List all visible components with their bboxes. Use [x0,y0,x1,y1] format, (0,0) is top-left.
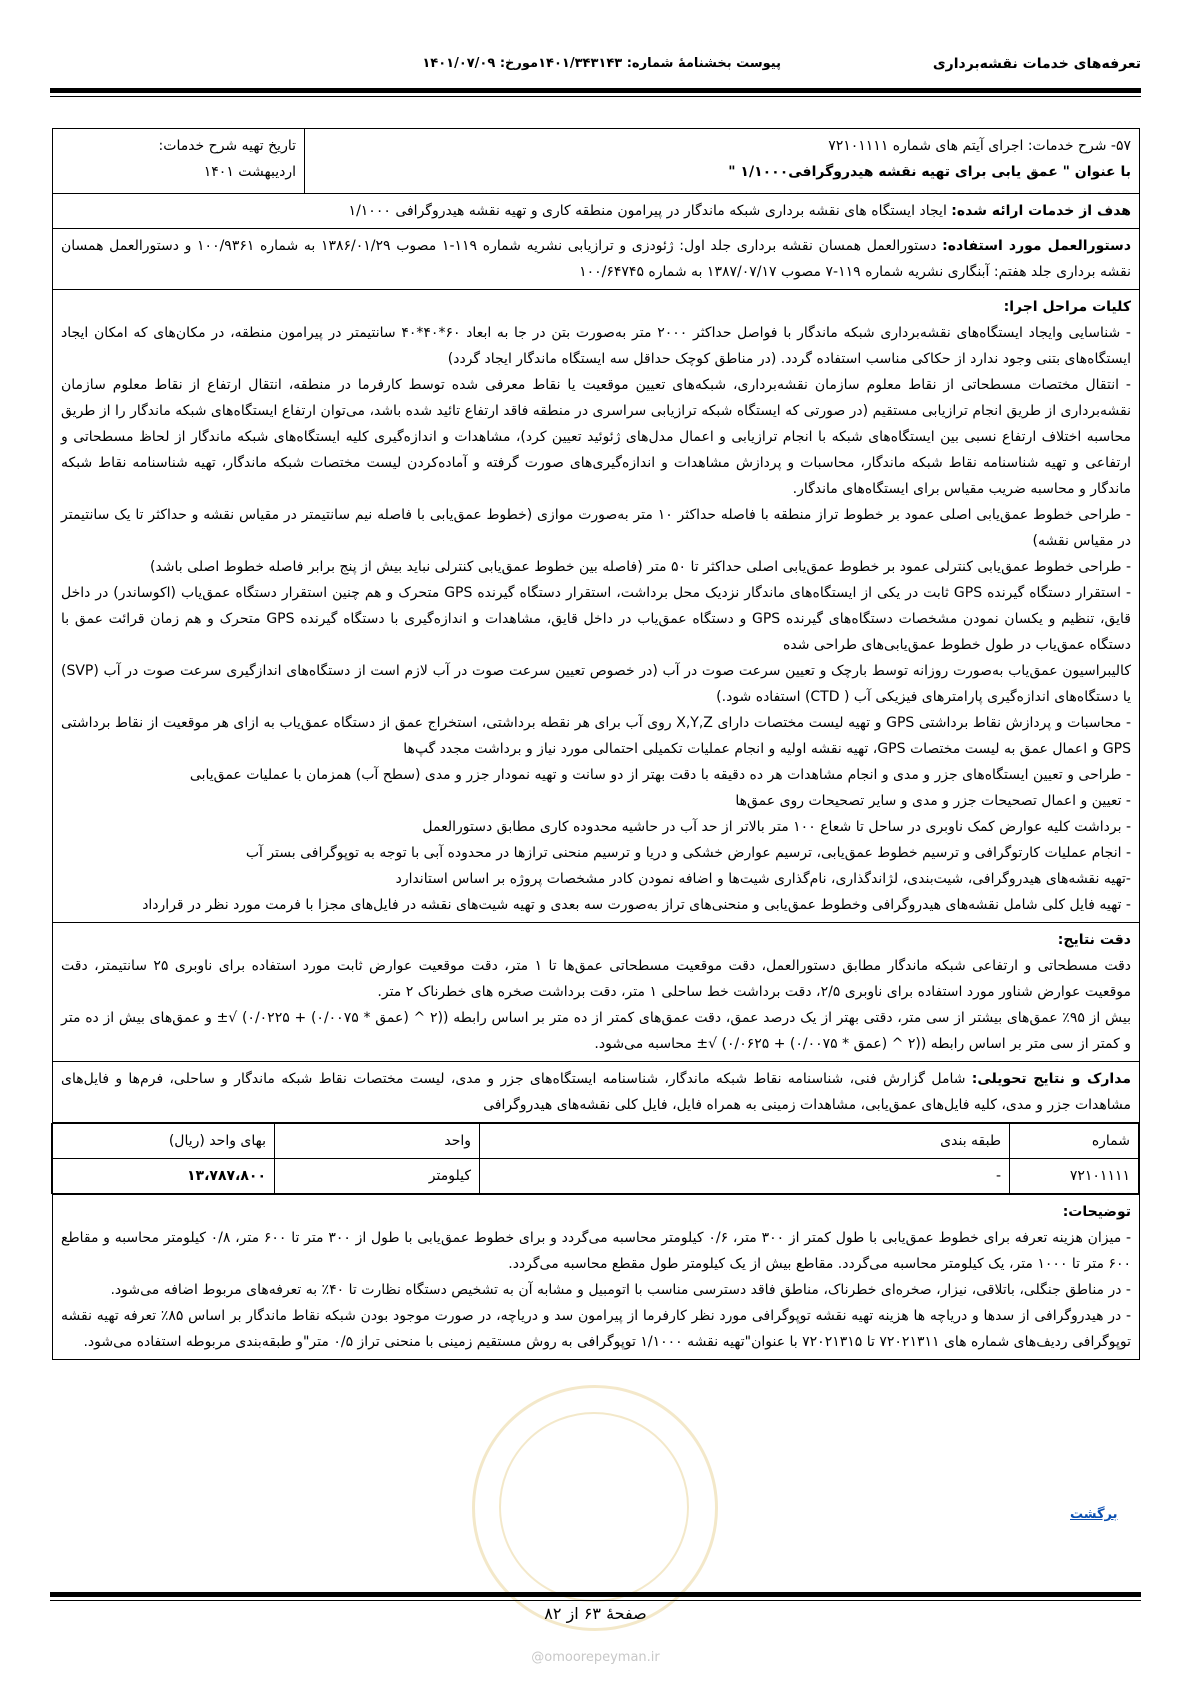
standard-label: دستورالعمل مورد استفاده: [942,238,1132,254]
service-title-line2: با عنوان " عمق یابی برای تهیه نقشه هیدروگرافی۱/۱۰۰۰ " [728,164,1131,180]
service-table [52,128,1140,1360]
step-item: - شناسایی وایجاد ایستگاه‌های نقشه‌برداری شبکه ماندگار با فواصل حداکثر ۲۰۰۰ متر به‌صورت بتن در جا به ابعاد ۶۰*۴۰*۴۰ سانتیمتر در پیرامون منطقه، در مکان‌های که امکان ایجاد ایستگاه‌های بتنی وجود ندارد از حکاکی مناسب استفاده گردد. (در مناطق کوچک حداقل سه ایستگاه ماندگار ایجاد گردد) [61,325,1131,367]
notes-row [53,1195,1140,1360]
back-link[interactable]: برگشت [1070,1507,1118,1522]
service-title-line1: ۵۷- شرح خدمات: اجرای آیتم های شماره ۷۲۱۰۱۱۱۱ [828,138,1131,154]
accuracy-p1: دقت مسطحاتی و ارتفاعی شبکه ماندگار مطابق دستورالعمل، دقت موقعیت مسطحاتی عمق‌ها تا ۱ متر، دقت موقعیت عوارض ثابت مورد استفاده برای ناوبری ۲۵ سانتیمتر، دقت موقعیت عوارض شناور مورد استفاده برای ناوبری ۲/۵، دقت برداشت خط ساحلی ۱ متر، دقت برداشت صخره های خطرناک ۲ متر. [61,958,1132,1000]
accuracy-p2: بیش از ۹۵٪ عمق‌های بیشتر از سی متر، دقتی بهتر از یک درصد عمق، دقت عمق‌های کمتر از ده متر بر اساس رابطه ((۲ ^ (عمق * ۰/۰۰۷۵) + ۰/۰۲۲۵) √± و عمق‌های بیش از ده متر و کمتر از سی متر بر اساس رابطه ((۲ ^ (عمق * ۰/۰۰۷۵) + ۰/۰۶۲۵) √± محاسبه می‌شود. [61,1010,1131,1052]
price-category: - [480,1159,1010,1194]
steps-row [53,290,1140,923]
step-item: - طراحی خطوط عمق‌یابی کنترلی عمود بر خطوط عمق‌یابی اصلی حداکثر تا ۵۰ متر (فاصله بین خطوط عمق‌یابی کنترلی نباید بیش از پنج برابر فاصله خطوط اصلی باشد) [150,559,1131,575]
notes-label: توضیحات: [1062,1204,1131,1220]
accuracy-row [53,923,1140,1062]
deliverables-label: مدارک و نتایج تحویلی: [971,1071,1131,1087]
price-header-unit: واحد [275,1124,480,1159]
goal-label: هدف از خدمات ارائه شده: [951,203,1131,219]
note-item: - در هیدروگرافی از سدها و دریاچه ها هزینه تهیه نقشه توپوگرافی مورد نظر کارفرما از پیرامون سد و دریاچه، در صورت موجود بودن شبکه نقاط ماندگار بر اساس ۸۵٪ تعرفه تهیه نقشه توپوگرافی ردیف‌های شماره های ۷۲۰۲۱۳۱۱ تا ۷۲۰۲۱۳۱۵ با عنوان"تهیه نقشه ۱/۱۰۰۰ توپوگرافی به روش مستقیم زمینی با منحنی تراز ۰/۵ متر"و طبقه‌بندی مربوطه استفاده می‌شود. [61,1308,1132,1350]
price-data-row [52,1159,1139,1194]
deliverables-row [53,1062,1140,1123]
page-header [50,52,1141,76]
accuracy-label: دقت نتایج: [1057,932,1131,948]
step-item: - طراحی و تعیین ایستگاه‌های جزر و مدی و انجام مشاهدات هر ده دقیقه با دقت بهتر از دو سانت و تهیه نمودار جزر و مدی (سطح آب) همزمان با عملیات عمق‌یابی [189,767,1131,783]
price-header-row [52,1124,1139,1159]
standard-row [53,229,1140,290]
header-rule-thick [50,88,1141,93]
footer-rule-thick [50,1592,1141,1597]
goal-text: ایجاد ایستگاه های نقشه برداری شبکه ماندگار در پیرامون منطقه کاری و تهیه نقشه هیدروگرافی ۱/۱۰۰۰ [348,203,952,219]
header-circular: پیوست بخشنامهٔ شماره: ۱۴۰۱/۳۴۳۱۴۳مورخ: ۱۴۰۱/۰۷/۰۹ [422,56,781,71]
service-title-row [53,129,1140,194]
step-item: - برداشت کلیه عوارض کمک ناوبری در ساحل تا شعاع ۱۰۰ متر بالاتر از حد آب در حاشیه محدوده کاری مطابق دستورالعمل [422,819,1131,835]
step-item: -تهیه نقشه‌های هیدروگرافی، شیت‌بندی، لژاندگذاری، نام‌گذاری شیت‌ها و اضافه نمودن کادر مشخصات پروژه بر اساس استاندارد [395,871,1131,887]
note-item: - میزان هزینه تعرفه برای خطوط عمق‌یابی با طول کمتر از ۳۰۰ متر، ۰/۶ کیلومتر محاسبه می‌گردد و برای خطوط عمق‌یابی با طول از ۳۰۰ متر تا ۶۰۰ متر، ۰/۸ کیلومتر محاسبه و مقاطع ۶۰۰ متر تا ۱۰۰۰ متر، یک کیلومتر محاسبه می‌گردد. مقاطع بیش از یک کیلومتر طول مقطع محاسبه می‌گردد. [61,1230,1132,1272]
standard-text: دستورالعمل همسان نقشه برداری جلد اول: ژئودزی و ترازیابی نشریه شماره ۱۱۹-۱ مصوب ۱۳۸۶/۰۱/۲۹ به شماره ۱۰۰/۹۳۶۱ و دستورالعمل همسان نقشه برداری جلد هفتم: آبنگاری نشریه شماره ۱۱۹-۷ مصوب ۱۳۸۷/۰۷/۱۷ به شماره ۱۰۰/۶۴۷۴۵ [61,238,1131,280]
goal-row [53,194,1140,229]
price-unit: کیلومتر [275,1159,480,1194]
step-item: کالیبراسیون عمق‌یاب به‌صورت روزانه توسط بارچک و تعیین سرعت صوت در آب (در خصوص تعیین سرعت صوت در آب لازم است از دستگاه‌های اندازگیری سرعت صوت در آب (SVP) یا دستگاه‌های اندازه‌گیری پارامترهای فیزیکی آب ( CTD) استفاده شود.) [61,663,1131,705]
date-value: اردیبهشت ۱۴۰۱ [203,164,296,180]
step-item: - انجام عملیات کارتوگرافی و ترسیم خطوط عمق‌یابی، ترسیم عوارض خشکی و دریا و ترسیم منحنی ترازها در محدوده آبی با توجه به توپوگرافی بستر آب [245,845,1131,861]
price-header-category: طبقه بندی [480,1124,1010,1159]
price-value: ۱۳،۷۸۷،۸۰۰ [52,1159,275,1194]
note-item: - در مناطق جنگلی، باتلاقی، نیزار، صخره‌ای خطرناک، مناطق فاقد دسترسی مناسب با اتومبیل و مشابه آن به تشخیص دستگاه نظارت تا ۴۰٪ به تعرفه‌های مربوط اضافه می‌شود. [110,1282,1131,1298]
step-item: - انتقال مختصات مسطحاتی از نقاط معلوم سازمان نقشه‌برداری، شبکه‌های تعیین موقعیت یا نقاط معرفی شده توسط کارفرما در منطقه، انتقال ارتفاع از نقاط معلوم سازمان نقشه‌برداری از طریق انجام ترازیابی مستقیم (در صورتی که ایستگاه شبکه ترازیابی سراسری در منطقه فاقد ارتفاع تائید شده باشد، می‌توان ارتفاع ایستگاه‌های شبکه ماندگار را از طریق محاسبه اختلاف ارتفاع نسبی بین ایستگاه‌های شبکه با انجام ترازیابی و اعمال مدل‌های ژئوئید تعیین کرد)، مشاهدات و اندازه‌گیری کلیه ایستگاه‌های شبکه ماندگار از لحاظ مسطحاتی و ارتفاعی و تهیه شناسنامه نقاط شبکه ماندگار، محاسبات و پردازش مشاهدات و اندازه‌گیری‌های صورت گرفته و آماده‌کردن لیست مختصات شبکه ماندگار، تهیه شناسنامه نقاط شبکه ماندگار و محاسبه ضریب مقیاس برای ایستگاه‌های ماندگار. [61,377,1131,497]
deliverables-text: شامل گزارش فنی، شناسنامه نقاط شبکه ماندگار، شناسنامه ایستگاه‌های جزر و مدی، لیست مختصات نقاط شبکه ماندگار و ساحلی، فرم‌ها و فایل‌های مشاهدات جزر و مدی، کلیه فایل‌های عمق‌یابی، مشاهدات زمینی به همراه فایل، فایل کلی نقشه‌های هیدروگرافی [61,1071,1131,1113]
step-item: - طراحی خطوط عمق‌یابی اصلی عمود بر خطوط تراز منطقه با فاصله حداکثر ۱۰ متر به‌صورت موازی (خطوط عمق‌یابی با فاصله نیم سانتیمتر در مقیاس نقشه و حداکثر تا یک سانتیمتر در مقیاس نقشه) [61,507,1131,549]
price-number: ۷۲۱۰۱۱۱۱ [1010,1159,1139,1194]
header-title: تعرفه‌های خدمات نقشه‌برداری [932,56,1141,72]
price-row [53,1123,1140,1195]
footer-rule-thin [50,1600,1141,1601]
price-table [51,1123,1139,1194]
step-item: - تهیه فایل کلی شامل نقشه‌های هیدروگرافی وخطوط عمق‌یابی و منحنی‌های تراز به‌صورت سه بعدی و تهیه شیت‌های نقشه در فایل‌های مجزا با فرمت مورد نظر در قرارداد [142,897,1131,913]
step-item: - استقرار دستگاه گیرنده GPS ثابت در یکی از ایستگاه‌های ماندگار نزدیک محل برداشت، استقرار دستگاه گیرنده GPS متحرک و هم چنین استقرار دستگاه عمق‌یاب (اکوساندر) در داخل قایق، تنظیم و یکسان نمودن مشخصات دستگاه‌های گیرنده GPS و دستگاه عمق‌یاب در داخل قایق، مشاهدات و اندازه‌گیری با دستگاه گیرنده GPS متحرک و هم زمان قرائت عمق با دستگاه عمق‌یاب در طول خطوط عمق‌یابی‌های طراحی شده [61,585,1132,653]
step-item: - محاسبات و پردازش نقاط برداشتی GPS و تهیه لیست مختصات دارای X,Y,Z روی آب برای هر نقطه برداشتی، استخراج عمق از دستگاه عمق‌یاب به ازای هر موقعیت از نقاط برداشتی GPS و اعمال عمق به لیست مختصات GPS، تهیه نقشه اولیه و انجام عملیات تکمیلی احتمالی مورد نیاز و برداشت مجدد گپ‌ها [61,715,1131,757]
steps-label: کلیات مراحل اجرا: [1003,299,1131,315]
page-number: صفحهٔ ۶۳ از ۸۲ [544,1604,647,1623]
price-header-number: شماره [1010,1124,1139,1159]
date-label: تاریخ تهیه شرح خدمات: [158,138,296,154]
step-item: - تعیین و اعمال تصحیحات جزر و مدی و سایر تصحیحات روی عمق‌ها [735,793,1131,809]
header-rule-thin [50,96,1141,97]
watermark-text: @omoorepeyman.ir [531,1650,660,1665]
price-header-price: بهای واحد (ریال) [52,1124,275,1159]
